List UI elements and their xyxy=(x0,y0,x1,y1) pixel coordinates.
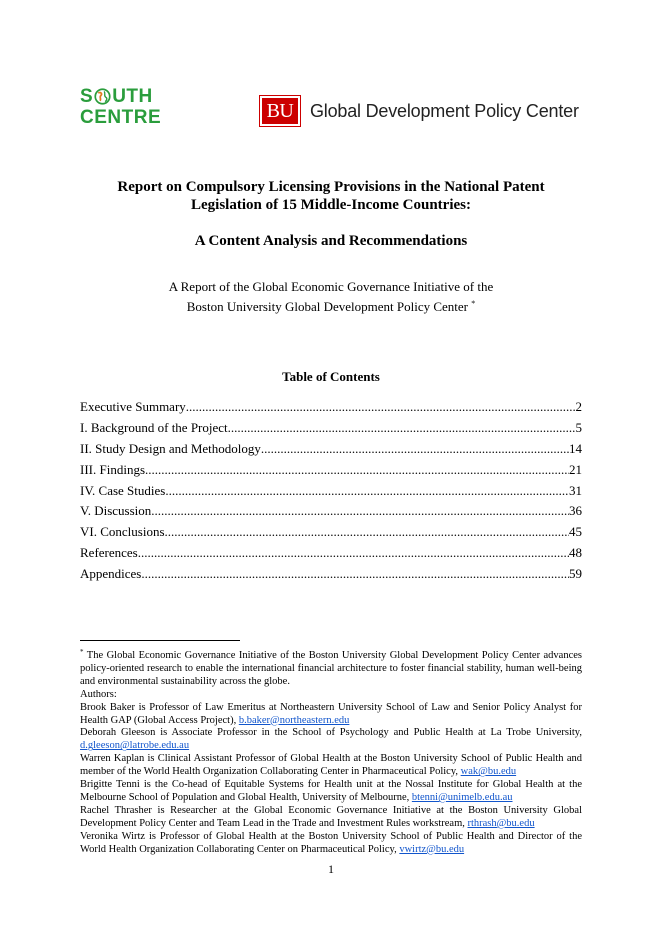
toc-entry-page[interactable]: 48 xyxy=(569,545,582,561)
toc-entry[interactable] xyxy=(80,503,582,524)
south-centre-logo-s: S xyxy=(80,86,94,107)
toc-leader-dots xyxy=(151,503,569,519)
author-email-link[interactable]: d.gleeson@latrobe.edu.au xyxy=(80,740,190,752)
toc-leader-dots xyxy=(145,462,569,478)
toc-entry-page[interactable]: 2 xyxy=(575,399,582,414)
author-entry xyxy=(80,831,582,857)
author-entry xyxy=(80,702,582,728)
toc-entry-label[interactable]: Appendices xyxy=(80,566,142,582)
toc-entry-page[interactable]: 5 xyxy=(575,419,582,435)
footnote-marker[interactable]: * xyxy=(471,299,476,308)
toc-entry-page[interactable]: 31 xyxy=(569,482,582,498)
report-subtitle: A Content Analysis and Recommendations xyxy=(194,233,468,249)
authors-list xyxy=(80,702,582,857)
author-bio: Veronika Wirtz is Professor of Global Health at the Boston University School of Public Health and Director of the World Health Organization Collaborating Center on Pharmaceutical Policy, xyxy=(80,830,582,855)
byline xyxy=(60,278,602,315)
toc-entry-label[interactable]: IV. Case Studies xyxy=(80,482,166,498)
toc-leader-dots xyxy=(261,441,569,457)
logo-bar xyxy=(80,86,582,136)
toc-entry-label[interactable]: III. Findings xyxy=(80,461,145,477)
south-centre-logo-line2: CENTRE xyxy=(80,107,162,128)
toc-entry-label[interactable]: References xyxy=(80,545,138,561)
toc-entry[interactable] xyxy=(80,524,582,545)
footnote-intro: * The Global Economic Governance Initiative of the Boston University Global Development Policy Center advances policy-oriented research to enable the international financial architecture to foster financial stability, human well-being and environmental sustainability across the globe. xyxy=(80,648,583,687)
author-entry xyxy=(80,727,582,753)
toc-entry-page[interactable]: 14 xyxy=(569,440,582,456)
author-email-link[interactable]: b.baker@northeastern.edu xyxy=(238,714,350,726)
toc-leader-dots xyxy=(186,399,576,415)
author-bio: Brigitte Tenni is the Co-head of Equitable Systems for Health unit at the Nossal Institute for Global Health at the Melbourne School of Population and Global Health, University of Melbourne, xyxy=(80,779,582,803)
toc-leader-dots xyxy=(138,545,569,561)
toc-entry[interactable] xyxy=(80,545,582,566)
author-bio: Rachel Thrasher is Researcher at the Global Economic Governance Initiative at the Boston University Global Development Policy Center and Team Lead in the Trade and Investment Rules workstream, xyxy=(80,804,582,829)
author-bio: Deborah Gleeson is Associate Professor in the School of Psychology and Public Health at La Trobe University, xyxy=(80,727,582,739)
toc-heading: Table of Contents xyxy=(282,369,380,384)
toc-entry[interactable] xyxy=(80,566,582,587)
author-entry xyxy=(80,779,582,805)
toc-leader-dots xyxy=(141,566,569,582)
footnote-divider xyxy=(80,640,240,641)
bu-gdp-logo xyxy=(260,96,579,126)
footnotes xyxy=(80,646,582,857)
byline-line-1: A Report of the Global Economic Governance Initiative of the xyxy=(168,279,494,294)
south-centre-logo-uth: UTH xyxy=(112,86,153,107)
toc-entry-label[interactable]: II. Study Design and Methodology xyxy=(80,440,261,456)
toc-leader-dots xyxy=(165,483,569,499)
south-centre-logo xyxy=(80,86,176,132)
toc-entry[interactable] xyxy=(80,399,582,420)
author-bio: Warren Kaplan is Clinical Assistant Professor of Global Health at the Boston University School of Public Health and member of the World Health Organization Collaborating Center in Pharmaceutical Policy, xyxy=(80,753,582,778)
toc-entry[interactable] xyxy=(80,462,582,483)
byline-line-2: Boston University Global Development Policy Center * xyxy=(186,299,476,314)
toc-entry-page[interactable]: 21 xyxy=(569,461,582,477)
author-email-link[interactable]: wak@bu.edu xyxy=(460,766,517,778)
bu-mark: BU xyxy=(260,96,300,126)
toc-leader-dots xyxy=(165,524,570,540)
toc-entry[interactable] xyxy=(80,441,582,462)
author-bio: Brook Baker is Professor of Law Emeritus at Northeastern University School of Law and Senior Policy Analyst for Health GAP (Global Access Project), xyxy=(80,701,582,726)
author-entry xyxy=(80,805,582,831)
toc-entry-label[interactable]: V. Discussion xyxy=(80,503,152,519)
page-number: 1 xyxy=(328,862,334,876)
toc-entry-page[interactable]: 59 xyxy=(569,566,582,582)
globe-icon xyxy=(94,88,111,105)
author-email-link[interactable]: btenni@unimelb.edu.au xyxy=(411,791,513,803)
toc-entry[interactable] xyxy=(80,420,582,441)
toc-entry-label[interactable]: I. Background of the Project xyxy=(80,419,228,435)
author-email-link[interactable]: vwirtz@bu.edu xyxy=(399,843,465,855)
toc-entry-page[interactable]: 36 xyxy=(569,503,582,519)
center-name: Global Development Policy Center xyxy=(310,100,579,121)
author-entry xyxy=(80,753,582,779)
toc-leader-dots xyxy=(228,420,576,436)
table-of-contents xyxy=(80,399,582,587)
report-title xyxy=(60,178,602,214)
toc-entry-page[interactable]: 45 xyxy=(569,524,582,540)
authors-label: Authors: xyxy=(80,688,117,700)
toc-entry[interactable] xyxy=(80,483,582,504)
toc-entry-label[interactable]: VI. Conclusions xyxy=(80,524,165,540)
title-line-2: Legislation of 15 Middle-Income Countries: xyxy=(191,197,471,213)
toc-entry-label[interactable]: Executive Summary xyxy=(80,399,186,414)
author-email-link[interactable]: rthrash@bu.edu xyxy=(467,817,535,829)
title-line-1: Report on Compulsory Licensing Provisions in the National Patent xyxy=(117,179,545,195)
